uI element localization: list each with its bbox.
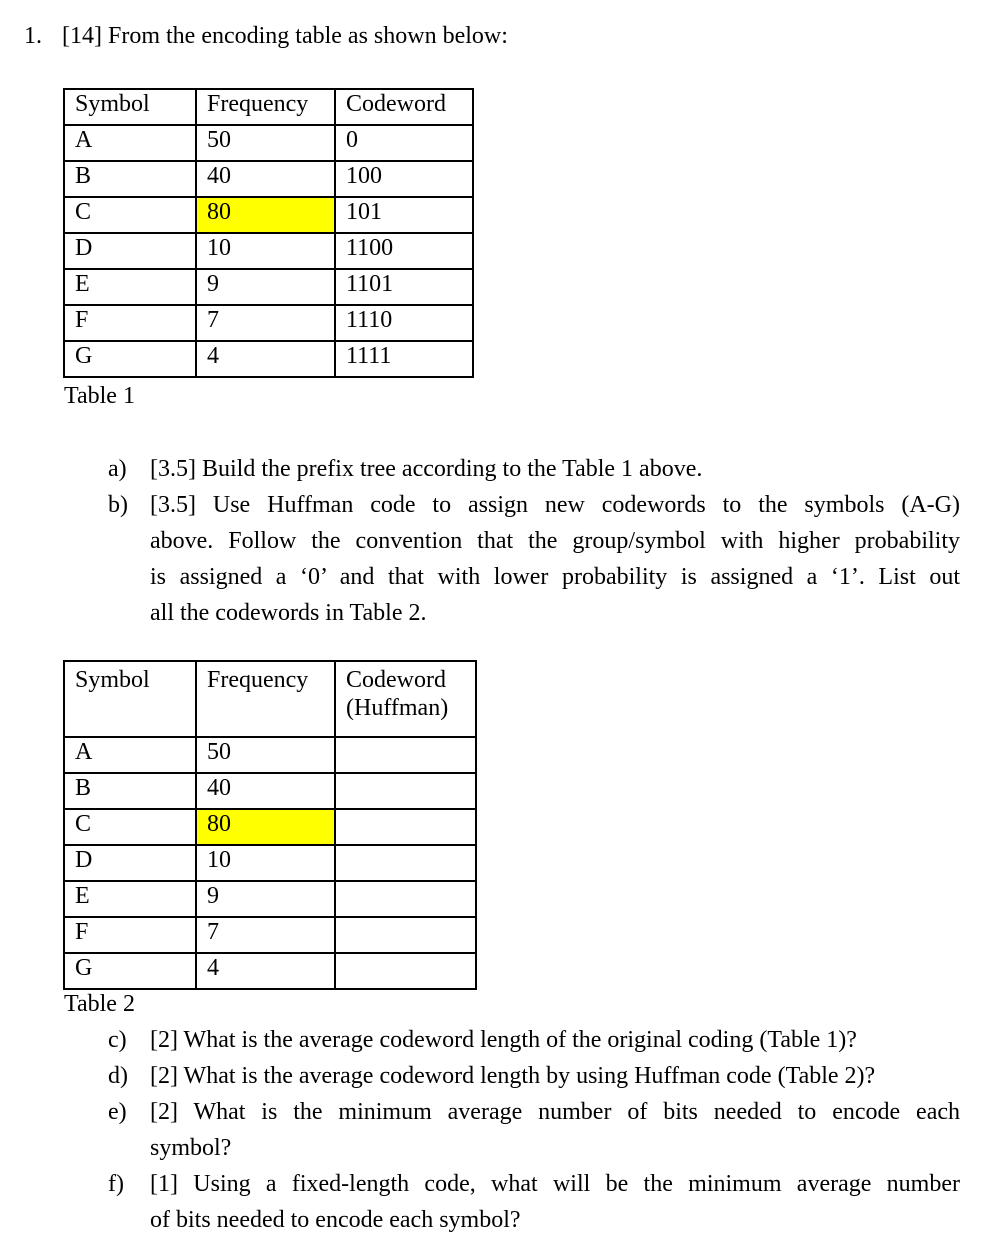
symbol-cell: G bbox=[64, 341, 196, 377]
table-row bbox=[64, 161, 473, 197]
symbol-cell: E bbox=[64, 269, 196, 305]
table-row bbox=[64, 305, 473, 341]
question-text: [14] From the encoding table as shown below: bbox=[62, 23, 508, 49]
part-text bbox=[150, 487, 960, 631]
symbol-cell: E bbox=[64, 881, 196, 917]
codeword-cell bbox=[335, 845, 476, 881]
frequency-cell: 50 bbox=[196, 125, 335, 161]
part-line: [1] Using a fixed-length code, what will be the minimum average number bbox=[150, 1171, 960, 1197]
codeword-cell: 1101 bbox=[335, 269, 473, 305]
symbol-cell: F bbox=[64, 305, 196, 341]
symbol-cell: B bbox=[64, 773, 196, 809]
table-row bbox=[64, 737, 476, 773]
part-text bbox=[150, 1058, 960, 1094]
table-row bbox=[64, 233, 473, 269]
codeword-cell bbox=[335, 809, 476, 845]
highlighted-frequency-cell: 80 bbox=[196, 809, 335, 845]
highlighted-frequency-cell: 80 bbox=[196, 197, 335, 233]
question-number: 1. bbox=[24, 23, 42, 49]
codeword-cell: 1100 bbox=[335, 233, 473, 269]
part-text bbox=[150, 1022, 960, 1058]
frequency-cell: 7 bbox=[196, 305, 335, 341]
frequency-cell: 4 bbox=[196, 341, 335, 377]
header-codeword: Codeword bbox=[335, 89, 473, 125]
symbol-cell: C bbox=[64, 809, 196, 845]
codeword-cell bbox=[335, 737, 476, 773]
header-symbol: Symbol bbox=[64, 89, 196, 125]
codeword-cell bbox=[335, 953, 476, 989]
part-line: above. Follow the convention that the group/symbol with higher probability bbox=[150, 528, 960, 554]
part-line: [2] What is the minimum average number of bits needed to encode each bbox=[150, 1099, 960, 1125]
codeword-cell: 100 bbox=[335, 161, 473, 197]
table-row bbox=[64, 773, 476, 809]
part-line: [2] What is the average codeword length of the original coding (Table 1)? bbox=[150, 1027, 857, 1053]
symbol-cell: F bbox=[64, 917, 196, 953]
codeword-cell bbox=[335, 917, 476, 953]
table-row bbox=[64, 809, 476, 845]
frequency-cell: 9 bbox=[196, 881, 335, 917]
table-2-caption: Table 2 bbox=[64, 991, 135, 1017]
frequency-cell: 4 bbox=[196, 953, 335, 989]
encoding-table-1 bbox=[63, 88, 474, 378]
part-line: is assigned a ‘0’ and that with lower probability is assigned a ‘1’. List out bbox=[150, 564, 960, 590]
part-label: c) bbox=[108, 1027, 127, 1053]
part-text bbox=[150, 451, 960, 487]
header-symbol: Symbol bbox=[64, 661, 196, 737]
frequency-cell: 50 bbox=[196, 737, 335, 773]
table-row bbox=[64, 917, 476, 953]
frequency-cell: 7 bbox=[196, 917, 335, 953]
frequency-cell: 40 bbox=[196, 161, 335, 197]
table-row bbox=[64, 269, 473, 305]
symbol-cell: G bbox=[64, 953, 196, 989]
table-header-row bbox=[64, 89, 473, 125]
frequency-cell: 10 bbox=[196, 233, 335, 269]
table-row bbox=[64, 953, 476, 989]
table-row bbox=[64, 341, 473, 377]
header-frequency: Frequency bbox=[196, 89, 335, 125]
frequency-cell: 9 bbox=[196, 269, 335, 305]
table-row bbox=[64, 197, 473, 233]
header-codeword-line2: (Huffman) bbox=[346, 695, 449, 721]
symbol-cell: C bbox=[64, 197, 196, 233]
header-frequency: Frequency bbox=[196, 661, 335, 737]
symbol-cell: D bbox=[64, 845, 196, 881]
header-codeword bbox=[335, 661, 476, 737]
part-line: all the codewords in Table 2. bbox=[150, 600, 427, 626]
encoding-table-2 bbox=[63, 660, 477, 990]
codeword-cell bbox=[335, 881, 476, 917]
part-label: f) bbox=[108, 1171, 124, 1197]
part-line: symbol? bbox=[150, 1135, 232, 1161]
table-row bbox=[64, 845, 476, 881]
part-text bbox=[150, 1094, 960, 1166]
part-line: [3.5] Build the prefix tree according to the Table 1 above. bbox=[150, 456, 703, 482]
symbol-cell: A bbox=[64, 125, 196, 161]
part-line: of bits needed to encode each symbol? bbox=[150, 1207, 521, 1233]
table-1-caption: Table 1 bbox=[64, 383, 135, 409]
part-label: d) bbox=[108, 1063, 128, 1089]
frequency-cell: 10 bbox=[196, 845, 335, 881]
table-row bbox=[64, 881, 476, 917]
header-codeword-line1: Codeword bbox=[346, 667, 446, 693]
part-line: [2] What is the average codeword length by using Huffman code (Table 2)? bbox=[150, 1063, 876, 1089]
codeword-cell: 1110 bbox=[335, 305, 473, 341]
part-text bbox=[150, 1166, 960, 1238]
table-row bbox=[64, 125, 473, 161]
frequency-cell: 40 bbox=[196, 773, 335, 809]
symbol-cell: B bbox=[64, 161, 196, 197]
table-header-row bbox=[64, 661, 476, 737]
part-label: a) bbox=[108, 456, 127, 482]
part-label: b) bbox=[108, 492, 128, 518]
codeword-cell bbox=[335, 773, 476, 809]
codeword-cell: 1111 bbox=[335, 341, 473, 377]
part-label: e) bbox=[108, 1099, 127, 1125]
codeword-cell: 101 bbox=[335, 197, 473, 233]
symbol-cell: D bbox=[64, 233, 196, 269]
codeword-cell: 0 bbox=[335, 125, 473, 161]
symbol-cell: A bbox=[64, 737, 196, 773]
part-line: [3.5] Use Huffman code to assign new codewords to the symbols (A-G) bbox=[150, 492, 960, 518]
